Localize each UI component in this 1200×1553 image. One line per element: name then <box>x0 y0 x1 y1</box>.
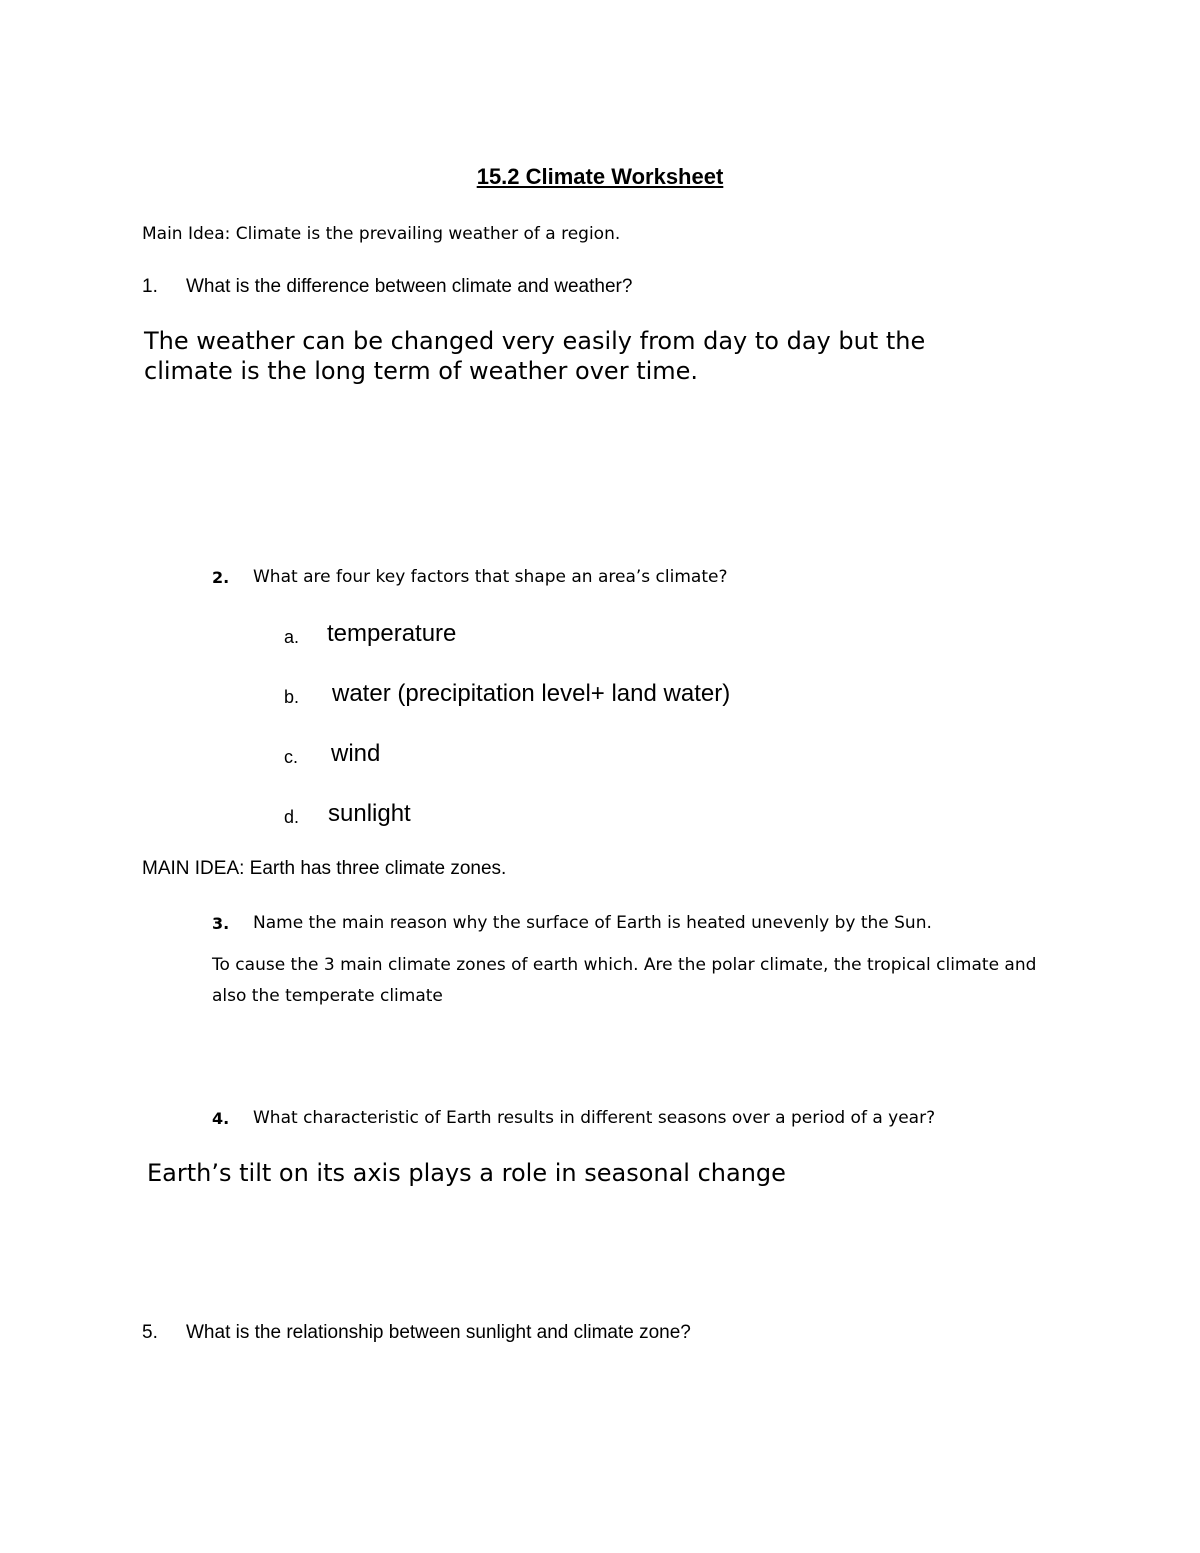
question-2-text: What are four key factors that shape an area’s climate? <box>253 567 728 587</box>
factor-b-letter: b. <box>284 687 300 707</box>
answer-1-line-2: climate is the long term of weather over time. <box>144 357 699 385</box>
question-5-number: 5. <box>142 1322 158 1343</box>
question-3-text: Name the main reason why the surface of Earth is heated unevenly by the Sun. <box>253 913 932 933</box>
answer-3-line-1: To cause the 3 main climate zones of earth which. Are the polar climate, the tropical climate and <box>212 955 1037 975</box>
factor-a-letter: a. <box>284 627 300 647</box>
question-1-text: What is the difference between climate and weather? <box>186 276 633 297</box>
factor-d-text: sunlight <box>328 800 411 827</box>
main-idea-climate: Main Idea: Climate is the prevailing weather of a region. <box>142 224 621 244</box>
factor-d-letter: d. <box>284 807 300 827</box>
factor-c-letter: c. <box>284 747 299 767</box>
question-1-number: 1. <box>142 276 158 297</box>
question-2-number: 2. <box>212 568 230 587</box>
answer-1-line-1: The weather can be changed very easily from day to day but the <box>144 327 926 355</box>
question-5-text: What is the relationship between sunlight and climate zone? <box>186 1322 691 1343</box>
question-4-number: 4. <box>212 1109 230 1128</box>
answer-4 <box>147 1158 786 1188</box>
worksheet-title: 15.2 Climate Worksheet <box>476 164 724 189</box>
main-idea-zones: MAIN IDEA: Earth has three climate zones. <box>142 858 507 879</box>
factor-b-text: water (precipitation level+ land water) <box>332 680 731 707</box>
answer-1 <box>144 326 925 386</box>
answer-3 <box>212 950 1036 1012</box>
answer-4-line-1: Earth’s tilt on its axis plays a role in seasonal change <box>147 1159 786 1187</box>
question-4-text: What characteristic of Earth results in different seasons over a period of a year? <box>253 1108 936 1128</box>
factor-c-text: wind <box>331 740 381 767</box>
question-3-number: 3. <box>212 914 230 933</box>
answer-3-line-2: also the temperate climate <box>212 986 443 1006</box>
factor-a-text: temperature <box>327 620 457 647</box>
